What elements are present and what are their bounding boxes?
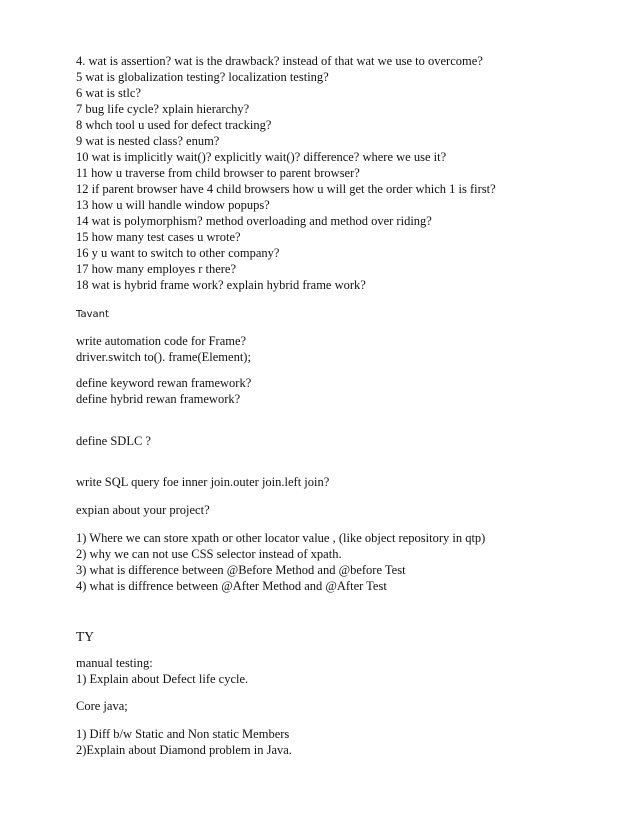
question-14: 14 wat is polymorphism? method overloading and method over riding? bbox=[76, 214, 432, 228]
tavant-heading: Tavant bbox=[76, 309, 109, 320]
ty-manual-item: 1) Explain about Defect life cycle. bbox=[76, 672, 249, 686]
ty-manual-heading: manual testing: bbox=[76, 656, 153, 670]
question-17: 17 how many employes r there? bbox=[76, 262, 237, 276]
tavant-hybrid-question: define hybrid rewan framework? bbox=[76, 392, 241, 406]
tavant-list-item: 2) why we can not use CSS selector instead of xpath. bbox=[76, 547, 342, 561]
question-11: 11 how u traverse from child browser to parent browser? bbox=[76, 166, 360, 180]
tavant-project-question: expian about your project? bbox=[76, 503, 210, 517]
question-18: 18 wat is hybrid frame work? explain hybrid frame work? bbox=[76, 278, 366, 292]
tavant-sql-question: write SQL query foe inner join.outer join.left join? bbox=[76, 475, 330, 489]
question-10: 10 wat is implicitly wait()? explicitly wait()? difference? where we use it? bbox=[76, 150, 447, 164]
question-13: 13 how u will handle window popups? bbox=[76, 198, 270, 212]
question-5: 5 wat is globalization testing? localization testing? bbox=[76, 70, 329, 84]
ty-heading: TY bbox=[76, 629, 94, 644]
ty-core-item: 1) Diff b/w Static and Non static Members bbox=[76, 727, 290, 741]
tavant-list-item: 1) Where we can store xpath or other locator value , (like object repository in qtp) bbox=[76, 531, 486, 545]
tavant-keyword-question: define keyword rewan framework? bbox=[76, 376, 252, 390]
ty-core-item: 2)Explain about Diamond problem in Java. bbox=[76, 743, 292, 757]
ty-core-heading: Core java; bbox=[76, 699, 128, 713]
tavant-frame-question: write automation code for Frame? bbox=[76, 334, 247, 348]
question-16: 16 y u want to switch to other company? bbox=[76, 246, 280, 260]
tavant-frame-code: driver.switch to(). frame(Element); bbox=[76, 350, 251, 364]
question-12: 12 if parent browser have 4 child browsers how u will get the order which 1 is first? bbox=[76, 182, 496, 196]
question-9: 9 wat is nested class? enum? bbox=[76, 134, 220, 148]
tavant-list-item: 4) what is diffrence between @After Method and @After Test bbox=[76, 579, 387, 593]
question-4: 4. wat is assertion? wat is the drawback? instead of that wat we use to overcome? bbox=[76, 54, 483, 68]
tavant-sdlc-question: define SDLC ? bbox=[76, 434, 151, 448]
question-8: 8 whch tool u used for defect tracking? bbox=[76, 118, 272, 132]
question-6: 6 wat is stlc? bbox=[76, 86, 141, 100]
question-7: 7 bug life cycle? xplain hierarchy? bbox=[76, 102, 250, 116]
tavant-list-item: 3) what is difference between @Before Method and @before Test bbox=[76, 563, 406, 577]
question-15: 15 how many test cases u wrote? bbox=[76, 230, 241, 244]
